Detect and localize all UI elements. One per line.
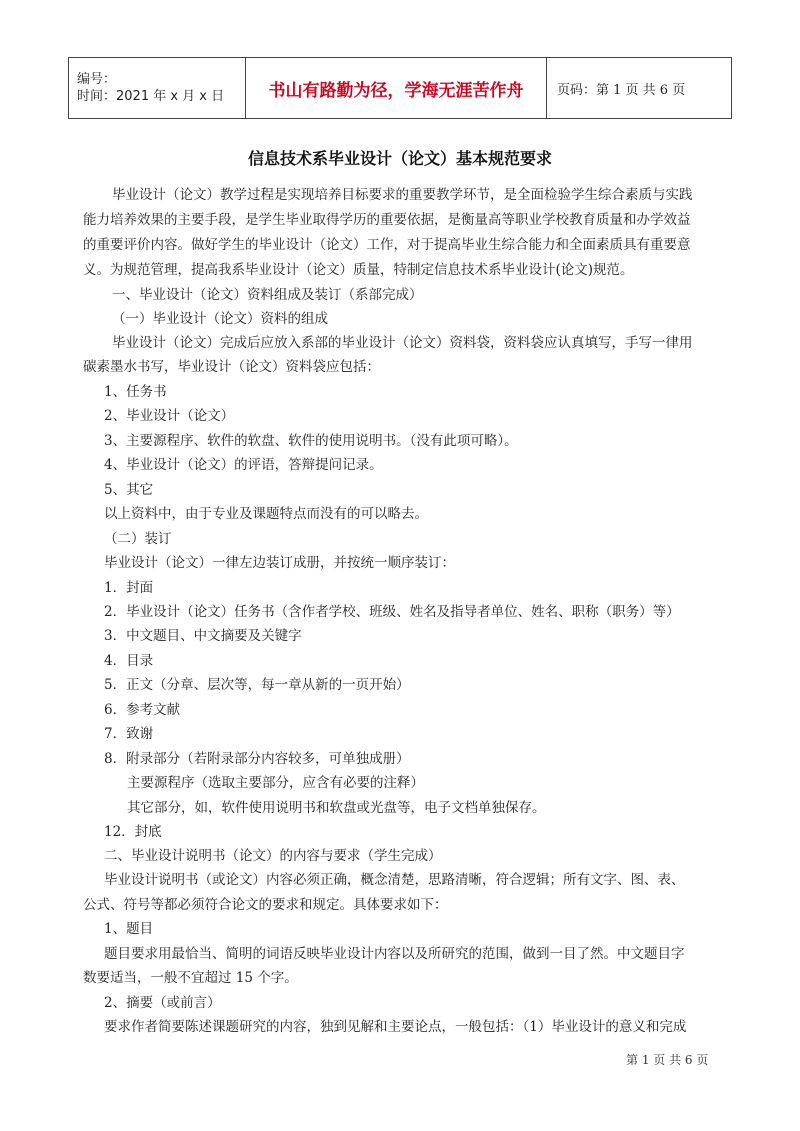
list-subitem: 主要源程序（选取主要部分，应含有必要的注释）	[127, 775, 424, 791]
document-title: 信息技术系毕业设计（论文）基本规范要求	[247, 149, 552, 168]
paragraph-line: 毕业设计（论文）教学过程是实现培养目标要求的重要教学环节，是全面检验学生综合素质与实践	[112, 187, 693, 203]
section-heading: 二、毕业设计说明书（论文）的内容与要求（学生完成）	[104, 848, 442, 864]
paragraph-line: 毕业设计说明书（或论文）内容必须正确，概念清楚，思路清晰，符合逻辑；所有文字、图、表、	[104, 872, 685, 888]
header-meta	[69, 58, 246, 119]
list-item: 3、主要源程序、软件的软盘、软件的使用说明书。（没有此项可略）。	[104, 433, 518, 449]
list-item: 4、毕业设计（论文）的评语，答辩提问记录。	[104, 457, 383, 473]
paragraph-line: 题目要求用最恰当、简明的词语反映毕业设计内容以及所研究的范围，做到一目了然。中文题目字	[104, 946, 685, 962]
paragraph-line: 以上资料中，由于专业及课题特点而没有的可以略去。	[104, 506, 428, 522]
list-item: 2、毕业设计（论文）	[104, 408, 235, 424]
list-item: 3．中文题目、中文摘要及关键字	[104, 628, 302, 644]
paragraph-line: 毕业设计（论文）一律左边装订成册，并按统一顺序装订：	[104, 555, 455, 571]
subsection-heading: （一）毕业设计（论文）资料的组成	[112, 311, 328, 327]
list-item: 7．致谢	[104, 726, 154, 742]
page-footer: 第 1 页 共 6 页	[626, 1053, 709, 1067]
paragraph-line: 公式、符号等都必须符合论文的要求和规定。具体要求如下：	[83, 897, 448, 913]
number-label: 编号：	[77, 72, 117, 87]
list-item: 4．目录	[104, 653, 154, 669]
paragraph-line: 能力培养效果的主要手段，是学生毕业取得学历的重要依据，是衡量高等职业学校教育质量和办学效益	[83, 212, 691, 228]
paragraph-line: 义。为规范管理，提高我系毕业设计（论文）质量，特制定信息技术系毕业设计(论文)规范。	[83, 262, 634, 278]
paragraph-line: 数要适当，一般不宜超过 15 个字。	[83, 970, 298, 986]
list-item: 6．参考文献	[104, 702, 181, 718]
paragraph-line: 碳素墨水书写，毕业设计（论文）资料袋应包括：	[83, 359, 380, 375]
document-header	[68, 57, 732, 119]
header-motto: 书山有路勤为径，学海无涯苦作舟	[246, 58, 547, 119]
list-subitem: 其它部分，如，软件使用说明书和软盘或光盘等，电子文档单独保存。	[127, 800, 546, 816]
paragraph-line: 要求作者简要陈述课题研究的内容，独到见解和主要论点，一般包括：（1）毕业设计的意义和完成	[104, 1019, 687, 1035]
date-label: 时间：2021 年 x 月 x 日	[77, 89, 225, 104]
list-item: 8．附录部分（若附录部分内容较多，可单独成册）	[104, 751, 410, 767]
list-item: 1．封面	[104, 580, 154, 596]
list-item: 2、摘要（或前言）	[104, 995, 221, 1011]
list-item: 5、其它	[104, 482, 154, 498]
list-item: 1、任务书	[104, 384, 167, 400]
list-item: 1、题目	[104, 921, 154, 937]
list-item: 2．毕业设计（论文）任务书（含作者学校、班级、姓名及指导者单位、姓名、职称（职务）等）	[104, 604, 680, 620]
paragraph-line: 毕业设计（论文）完成后应放入系部的毕业设计（论文）资料袋，资料袋应认真填写，手写一律用	[112, 335, 693, 351]
header-page-info: 页码：第 1 页 共 6 页	[547, 58, 732, 119]
list-item: 12．封底	[104, 824, 162, 840]
subsection-heading: （二）装订	[104, 531, 172, 547]
list-item: 5．正文（分章、层次等，每一章从新的一页开始）	[104, 677, 410, 693]
section-heading: 一、毕业设计（论文）资料组成及装订（系部完成）	[112, 287, 423, 303]
paragraph-line: 的重要评价内容。做好学生的毕业设计（论文）工作，对于提高毕业生综合能力和全面素质具有重要意	[83, 237, 691, 253]
